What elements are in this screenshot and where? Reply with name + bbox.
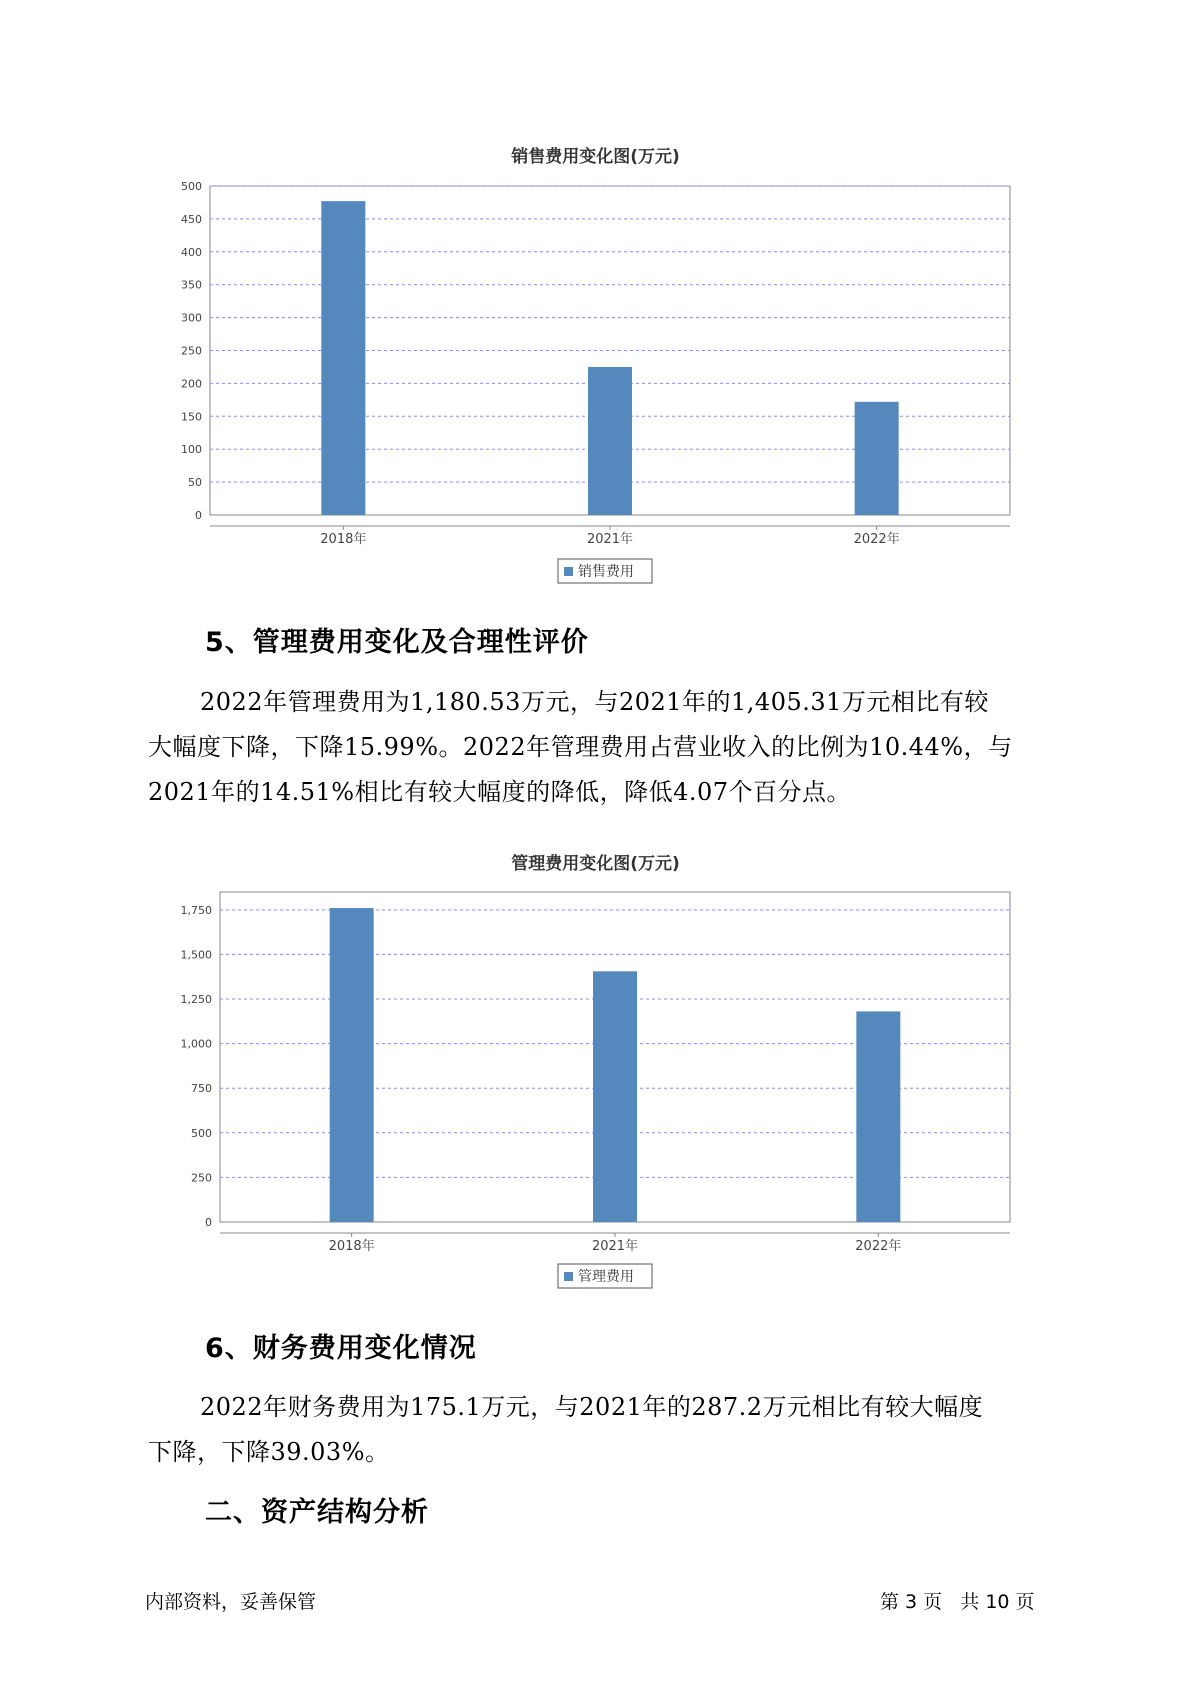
sales-chart-title: 销售费用变化图(万元) [511, 147, 680, 167]
bar [856, 1011, 900, 1222]
y-tick-label: 500 [181, 180, 202, 193]
footer-confidential-note: 内部资料，妥善保管 [145, 1591, 317, 1613]
bar [330, 908, 374, 1222]
section-6-para-line1: 2022年财务费用为175.1万元，与2021年的287.2万元相比有较大幅度 [200, 1393, 984, 1421]
admin-expense-chart [0, 860, 1191, 1290]
y-tick-label: 200 [181, 377, 202, 391]
legend-swatch [564, 1272, 573, 1281]
section-6-heading: 6、财务费用变化情况 [205, 1333, 477, 1364]
legend-label: 管理费用 [578, 1269, 634, 1285]
bar [593, 971, 637, 1222]
legend-swatch [564, 567, 573, 576]
section-2-heading: 二、资产结构分析 [205, 1497, 429, 1528]
sales-expense-chart [0, 130, 1191, 590]
y-tick-label: 250 [191, 1171, 212, 1185]
y-tick-label: 750 [191, 1082, 212, 1096]
section-5-paragraph [148, 680, 1048, 815]
x-tick-label: 2021年 [586, 532, 634, 547]
y-tick-label: 350 [181, 278, 202, 292]
x-tick-label: 2022年 [853, 532, 900, 547]
x-tick-label: 2018年 [320, 532, 367, 547]
y-tick-label: 300 [181, 311, 202, 325]
y-tick-label: 0 [195, 509, 202, 522]
bar [588, 367, 632, 515]
section-6-para-rest: 下降，下降39.03%。 [148, 1438, 390, 1466]
section-5-para-line1: 2022年管理费用为1,180.53万元，与2021年的1,405.31万元相比有较 [200, 688, 989, 716]
y-tick-label: 1,250 [180, 993, 212, 1007]
x-tick-label: 2018年 [328, 1239, 375, 1254]
admin-chart-title: 管理费用变化图(万元) [511, 854, 680, 874]
y-tick-label: 400 [181, 245, 202, 259]
y-tick-label: 100 [181, 443, 202, 457]
y-tick-label: 500 [191, 1126, 212, 1140]
y-tick-label: 450 [181, 212, 202, 226]
x-tick-label: 2021年 [591, 1239, 639, 1254]
legend [558, 559, 652, 583]
bar [321, 201, 365, 515]
y-tick-label: 150 [181, 410, 202, 424]
footer-page-number: 第 3 页 共 10 页 [880, 1591, 1035, 1613]
section-5-heading: 5、管理费用变化及合理性评价 [205, 627, 589, 658]
y-tick-label: 1,750 [180, 903, 212, 917]
y-tick-label: 250 [181, 344, 202, 358]
y-tick-label: 1,000 [180, 1037, 212, 1051]
y-tick-label: 50 [188, 476, 202, 490]
x-tick-label: 2022年 [855, 1239, 902, 1254]
legend-label: 销售费用 [578, 564, 634, 580]
legend [558, 1264, 652, 1288]
section-5-para-rest: 大幅度下降，下降15.99%。2022年管理费用占营业收入的比例为10.44%，与2021年的14.51%相比有较大幅度的降低，降低4.07个百分点。 [148, 733, 1013, 806]
y-tick-label: 1,500 [180, 948, 212, 962]
bar [855, 402, 899, 515]
section-6-paragraph [148, 1385, 1048, 1475]
y-tick-label: 0 [205, 1216, 212, 1229]
